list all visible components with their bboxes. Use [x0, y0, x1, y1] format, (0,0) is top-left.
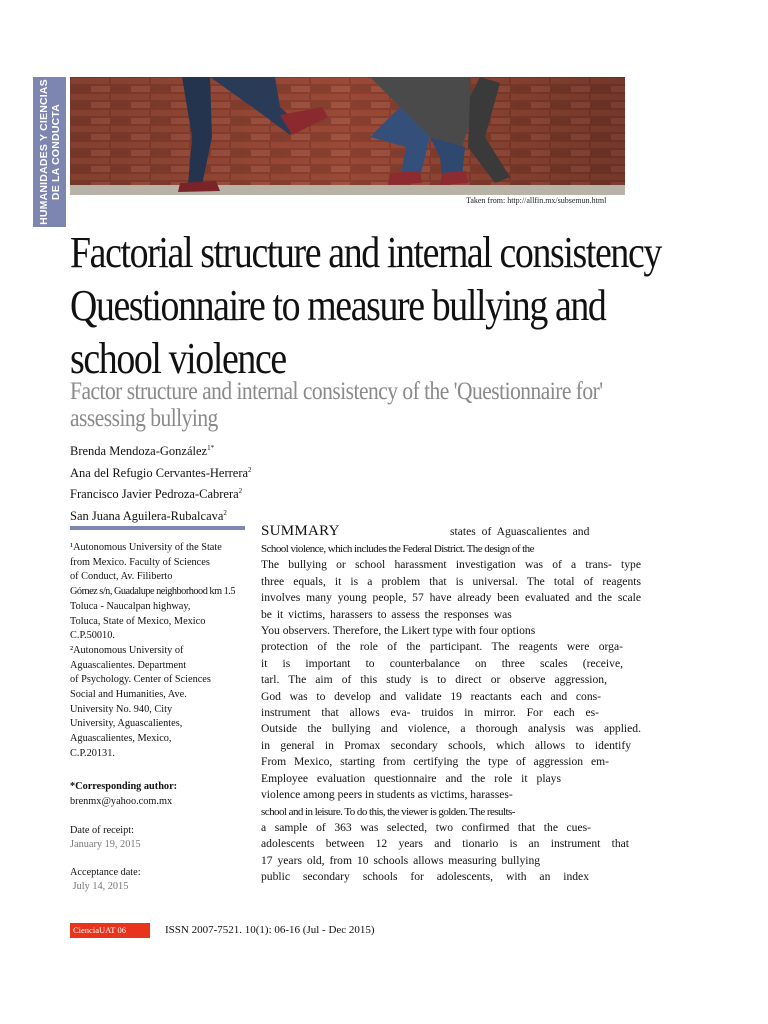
summary-line: God was to develop and validate 19 reactants each and cons- — [261, 689, 601, 703]
acceptance-label: Acceptance date: — [70, 867, 141, 878]
affiliation-line: Aguascalientes. Department — [70, 659, 187, 671]
summary-line: From Mexico, starting from certifying the type of aggression em- — [261, 755, 609, 769]
author: San Juana Aguilera-Rubalcava$^2$ — [70, 508, 227, 524]
summary-line: public secondary schools for adolescents, with an index — [261, 870, 589, 884]
affiliation-line: ²Autonomous University of — [70, 644, 184, 656]
affiliation-line: C.P.50010. — [70, 630, 115, 642]
affiliation-line: Toluca - Naucalpan highway, — [70, 600, 191, 612]
author: Brenda Mendoza-González$^{1*}$ — [70, 444, 215, 459]
affiliation-line: Social and Humanities, Ave. — [70, 689, 187, 701]
summary-line: a sample of 363 was selected, two confirmed that the cues- — [261, 820, 591, 834]
summary-line: it is important to counterbalance on three scales (receive, — [261, 656, 623, 670]
affiliations — [70, 541, 255, 762]
summary-line: instrument that allows eva- truidos in mirror. For each es- — [261, 706, 599, 720]
summary-line: protection of the role of the participant. The reagents were orga- — [261, 640, 623, 654]
summary-line: The bullying or school harassment investigation was of a trans- type — [261, 558, 641, 572]
summary-line: school and in leisure. To do this, the viewer is golden. The results- — [261, 805, 515, 818]
section-tab — [33, 77, 66, 227]
author-list — [70, 439, 252, 526]
acceptance-date: July 14, 2015 — [70, 881, 129, 892]
summary-body — [261, 541, 641, 886]
journal-badge-label: CienciaUAT 06 — [73, 925, 126, 935]
summary-line: be it victims, harassers to assess the responses was — [261, 607, 512, 621]
corresponding-email: brenmx@yahoo.com.mx — [70, 795, 173, 807]
receipt-date: January 19, 2015 — [70, 839, 141, 850]
receipt-label: Date of receipt: — [70, 825, 135, 836]
summary-line: School violence, which includes the Federal District. The design of the — [261, 543, 534, 555]
issn-line: ISSN 2007-7521. 10(1): 06-16 (Jul - Dec 2015) — [165, 924, 375, 936]
summary-line: three equals, it is a problem that is universal. The total of reagents — [261, 574, 641, 588]
summary-line: adolescents between 12 years and tionario is an instrument that — [261, 837, 629, 851]
article-subtitle — [70, 378, 768, 432]
section-tab-line1: HUMANIDADES Y CIENCIAS — [37, 79, 50, 225]
summary-line: Employee evaluation questionnaire and the role it plays — [261, 771, 561, 785]
section-divider — [70, 526, 245, 530]
subtitle-line: Factor structure and internal consistency of the 'Questionnaire for' — [70, 378, 603, 405]
brick-wall-photo — [70, 77, 625, 195]
subtitle-line: assessing bullying — [70, 405, 218, 432]
affiliation-line: University, Aguascalientes, — [70, 718, 183, 730]
affiliation-line: ¹Autonomous University of the State — [70, 542, 222, 553]
section-tab-line2: DE LA CONDUCTA — [49, 103, 62, 201]
photo-caption: Taken from: http://allfin.mx/subsemun.html — [466, 196, 607, 205]
affiliation-line: University No. 940, City — [70, 703, 173, 715]
title-line: Questionnaire to measure bullying and — [70, 281, 606, 330]
summary-line: in general in Promax secondary schools, which allows to identify — [261, 738, 631, 752]
affiliation-line: Gómez s/n, Guadalupe neighborhood km 1.5 — [70, 586, 236, 598]
summary-line: tarl. The aim of this study is to direct or observe aggression, — [261, 673, 607, 687]
corresponding-author — [70, 780, 177, 809]
summary-heading: SUMMARY — [261, 523, 340, 539]
header-photo — [70, 77, 625, 195]
affiliation-line: Aguascalientes, Mexico, — [70, 733, 172, 745]
corresponding-label: *Corresponding author: — [70, 781, 178, 792]
affiliation-line: from Mexico. Faculty of Sciences — [70, 556, 210, 568]
journal-badge — [70, 923, 150, 938]
title-line: Factorial structure and internal consistency — [70, 228, 661, 277]
affiliation-line: of Conduct, Av. Filiberto — [70, 571, 173, 583]
summary-heading-right: states of Aguascalientes and — [450, 525, 590, 538]
article-dates — [70, 824, 141, 894]
author: Ana del Refugio Cervantes-Herrera$^2$ — [70, 465, 252, 480]
summary-line: Outside the bullying and violence, a thorough analysis was applied. — [261, 722, 641, 736]
affiliation-line: C.P.20131. — [70, 747, 115, 759]
affiliation-line: Toluca, State of Mexico, Mexico — [70, 615, 206, 627]
author: Francisco Javier Pedroza-Cabrera$^2$ — [70, 487, 243, 502]
summary-line: 17 years old, from 10 schools allows measuring bullying — [261, 853, 541, 867]
article-title — [70, 226, 758, 385]
summary-line: You observers. Therefore, the Likert type with four options — [261, 624, 536, 638]
affiliation-line: of Psychology. Center of Sciences — [70, 674, 211, 686]
summary-line: involves many young people, 57 have already been evaluated and the scale — [261, 591, 641, 605]
summary-line: violence among peers in students as victims, harasses- — [261, 788, 513, 802]
title-line: school violence — [70, 334, 286, 383]
